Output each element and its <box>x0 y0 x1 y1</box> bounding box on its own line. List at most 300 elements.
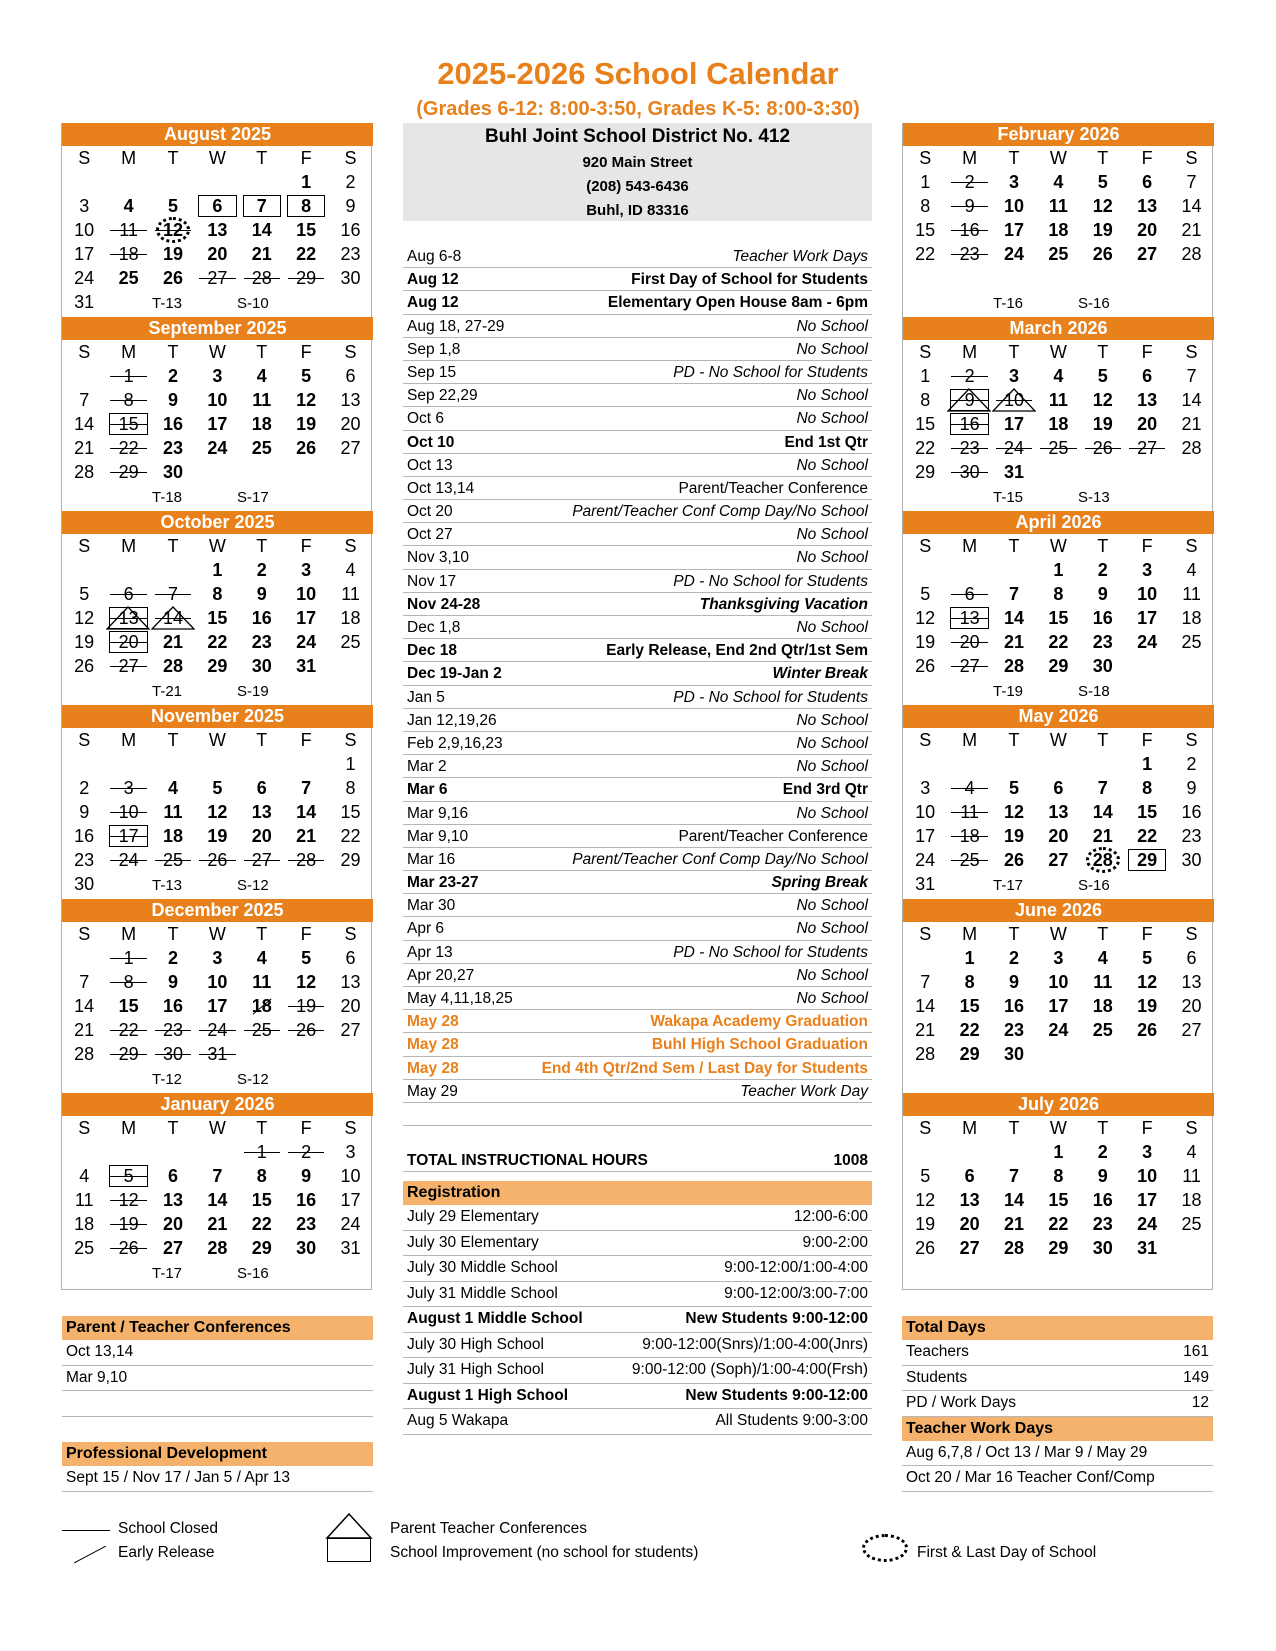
day-cell <box>284 582 328 606</box>
day-number: 26 <box>207 850 228 870</box>
month-calendar <box>62 511 373 705</box>
events-spacer <box>403 1103 872 1126</box>
weekday-label: F <box>1141 536 1153 556</box>
day-number: 18 <box>118 244 139 264</box>
day-number: 27 <box>1137 244 1158 264</box>
total-days-row <box>902 1340 1213 1366</box>
day-number: 13 <box>1137 390 1158 410</box>
day-cell <box>284 364 328 388</box>
day-number: 13 <box>959 608 980 628</box>
day-number: 26 <box>1092 244 1113 264</box>
day-cell <box>62 1042 106 1066</box>
event-date: Aug 18, 27-29 <box>407 317 505 335</box>
week-row <box>903 1164 1214 1188</box>
weekday-label: S <box>78 730 91 750</box>
day-number: 31 <box>1003 462 1024 482</box>
week-row <box>62 1260 373 1284</box>
day-cell <box>947 848 991 872</box>
day-number: 10 <box>118 802 139 822</box>
legend-ptc-label: Parent Teacher Conferences <box>390 1520 588 1537</box>
day-number: 24 <box>296 632 317 652</box>
event-date: Sep 15 <box>407 363 457 381</box>
day-cell <box>195 218 239 242</box>
month-header: January 2026 <box>62 1093 373 1116</box>
day-cell <box>1125 1018 1169 1042</box>
day-number: 27 <box>959 656 980 676</box>
strike-mark-icon <box>288 278 324 279</box>
page-title: 2025-2026 School Calendar <box>437 56 839 91</box>
day-number: 24 <box>915 850 936 870</box>
day-cell <box>1081 946 1125 970</box>
day-cell <box>903 1188 947 1212</box>
twd-header: Teacher Work Days <box>902 1417 1213 1441</box>
event-date: Oct 27 <box>407 526 453 544</box>
empty-cell <box>1125 460 1169 484</box>
registration-group: July 30 Middle School <box>407 1259 558 1277</box>
day-cell <box>1125 218 1169 242</box>
empty-cell <box>195 484 239 508</box>
strike-mark-icon <box>1085 448 1121 449</box>
day-number: 5 <box>920 584 931 604</box>
day-number: 20 <box>1181 996 1202 1016</box>
event-row <box>403 315 872 338</box>
event-text: No School <box>796 526 868 544</box>
day-cell <box>195 582 239 606</box>
strike-mark-icon <box>288 1030 324 1031</box>
day-cell <box>1169 558 1213 582</box>
day-number: 4 <box>256 366 267 386</box>
day-number: 14 <box>74 996 95 1016</box>
day-cell <box>947 412 991 436</box>
day-cell <box>1125 946 1169 970</box>
week-row <box>62 364 373 388</box>
day-cell <box>151 412 195 436</box>
day-number: 8 <box>1142 778 1153 798</box>
day-number: 3 <box>1008 366 1019 386</box>
day-cell <box>151 1212 195 1236</box>
day-cell <box>1081 558 1125 582</box>
day-cell <box>947 970 991 994</box>
weekday-row <box>62 534 373 558</box>
day-cell <box>328 1236 372 1260</box>
strike-mark-icon <box>1040 448 1076 449</box>
day-number: 1 <box>123 366 134 386</box>
event-row <box>403 570 872 593</box>
event-row <box>403 431 872 454</box>
day-cell <box>195 1188 239 1212</box>
district-phone: (208) 543-6436 <box>586 178 689 195</box>
box-mark-icon <box>243 195 281 217</box>
registration-row <box>403 1205 872 1231</box>
pd-panel <box>62 1442 373 1492</box>
strike-mark-icon <box>244 1030 280 1031</box>
day-number: 24 <box>207 438 228 458</box>
day-cell <box>1036 606 1080 630</box>
week-row <box>903 1018 1214 1042</box>
day-cell <box>106 436 150 460</box>
event-date: Mar 16 <box>407 850 456 868</box>
day-cell <box>240 994 284 1018</box>
event-row <box>403 686 872 709</box>
day-cell <box>903 994 947 1018</box>
day-cell <box>328 970 372 994</box>
day-cell <box>1169 752 1213 776</box>
day-number: 25 <box>1181 632 1202 652</box>
empty-cell <box>903 558 947 582</box>
day-number: 4 <box>1053 172 1064 192</box>
day-number: 15 <box>1137 802 1158 822</box>
day-number: 31 <box>915 874 936 894</box>
day-cell <box>328 824 372 848</box>
registration-header: Registration <box>403 1181 872 1205</box>
day-cell <box>151 848 195 872</box>
legend-early-label: Early Release <box>118 1544 215 1561</box>
weekday-label: W <box>208 924 226 944</box>
day-cell <box>1169 994 1213 1018</box>
empty-cell <box>284 678 328 702</box>
week-row <box>903 558 1214 582</box>
week-row <box>903 1140 1214 1164</box>
day-number: 20 <box>959 632 980 652</box>
box-mark-icon <box>287 195 325 217</box>
day-cell <box>1081 776 1125 800</box>
registration-row <box>403 1409 872 1435</box>
day-number: 23 <box>1003 1020 1024 1040</box>
empty-cell <box>1036 460 1080 484</box>
event-text: End 3rd Qtr <box>782 781 868 799</box>
day-cell <box>1081 970 1125 994</box>
empty-cell <box>106 678 150 702</box>
empty-cell <box>992 558 1036 582</box>
day-number: 12 <box>162 220 183 240</box>
day-cell <box>328 1164 372 1188</box>
day-cell <box>284 436 328 460</box>
day-cell <box>903 1042 947 1066</box>
day-cell <box>903 848 947 872</box>
triangle-mark-icon <box>106 606 150 630</box>
weekday-label: T <box>1097 148 1109 168</box>
day-cell <box>947 800 991 824</box>
day-number: 13 <box>1137 196 1158 216</box>
week-row <box>62 290 373 314</box>
day-cell <box>106 776 150 800</box>
empty-cell <box>328 484 372 508</box>
day-cell <box>151 1188 195 1212</box>
day-cell <box>947 1188 991 1212</box>
day-cell <box>62 1236 106 1260</box>
day-number: 10 <box>207 972 228 992</box>
day-number: 10 <box>296 584 317 604</box>
day-number: 4 <box>1053 366 1064 386</box>
student-days-count: S-16 <box>237 1265 269 1282</box>
day-cell <box>947 606 991 630</box>
event-text: Parent/Teacher Conference <box>678 827 868 845</box>
day-cell <box>195 800 239 824</box>
day-cell <box>1169 436 1213 460</box>
day-cell <box>240 776 284 800</box>
week-row <box>903 872 1214 896</box>
day-cell <box>151 1042 195 1066</box>
weekday-label: F <box>300 148 312 168</box>
day-number: 28 <box>1181 244 1202 264</box>
day-number: 27 <box>207 268 228 288</box>
empty-cell <box>903 946 947 970</box>
empty-cell <box>106 1260 150 1284</box>
day-number: 30 <box>162 1044 183 1064</box>
empty-cell <box>195 290 239 314</box>
day-number: 24 <box>74 268 95 288</box>
total-days-label: Teachers <box>906 1343 969 1360</box>
day-cell <box>1036 558 1080 582</box>
day-number: 23 <box>251 632 272 652</box>
day-number: 22 <box>251 1214 272 1234</box>
day-number: 10 <box>1137 1166 1158 1186</box>
day-number: 16 <box>251 608 272 628</box>
weekday-label: M <box>121 1118 137 1138</box>
empty-cell <box>1081 1042 1125 1066</box>
empty-cell <box>1169 460 1213 484</box>
empty-cell <box>62 170 106 194</box>
day-number: 18 <box>162 826 183 846</box>
total-days-label: Students <box>906 1368 968 1386</box>
day-cell <box>1125 1188 1169 1212</box>
day-cell <box>106 1236 150 1260</box>
day-cell <box>328 436 372 460</box>
empty-cell <box>1169 1042 1213 1066</box>
empty-cell <box>62 558 106 582</box>
total-days-row <box>902 1366 1213 1392</box>
box-mark-icon <box>109 825 147 847</box>
day-number: 29 <box>1048 1238 1069 1258</box>
day-number: 14 <box>74 414 95 434</box>
week-row <box>62 824 373 848</box>
day-cell <box>903 170 947 194</box>
empty-cell <box>195 678 239 702</box>
day-cell <box>284 606 328 630</box>
day-cell <box>1081 436 1125 460</box>
day-cell <box>947 1018 991 1042</box>
day-cell <box>106 946 150 970</box>
day-cell <box>195 412 239 436</box>
event-row <box>403 802 872 825</box>
month-header: October 2025 <box>62 511 373 534</box>
empty-cell <box>1169 1260 1213 1284</box>
day-cell <box>195 654 239 678</box>
day-cell <box>1169 970 1213 994</box>
day-cell <box>151 194 195 218</box>
month-calendar <box>903 899 1214 1093</box>
district-city: Buhl, ID 83316 <box>586 202 689 219</box>
month-header: September 2025 <box>62 317 373 340</box>
early-release-slash-icon <box>74 1546 106 1564</box>
teacher-days-count: T-18 <box>152 489 183 506</box>
day-cell <box>240 412 284 436</box>
empty-cell <box>195 460 239 484</box>
events-column <box>403 123 872 1435</box>
day-number: 23 <box>959 244 980 264</box>
weekday-label: S <box>344 924 357 944</box>
day-cell <box>240 558 284 582</box>
empty-cell <box>151 752 195 776</box>
day-cell <box>1081 824 1125 848</box>
student-days-count: S-12 <box>237 877 269 894</box>
day-cell <box>151 606 195 630</box>
event-date: Aug 12 <box>407 271 459 289</box>
week-row <box>903 776 1214 800</box>
event-date: Aug 6-8 <box>407 248 462 265</box>
day-cell <box>1081 1140 1125 1164</box>
day-number: 21 <box>74 438 95 458</box>
day-cell <box>328 630 372 654</box>
empty-cell <box>1036 484 1080 508</box>
ptc-row-text: Oct 13,14 <box>66 1343 134 1360</box>
day-number: 7 <box>1186 172 1197 192</box>
strike-mark-icon <box>951 206 987 207</box>
day-cell <box>1125 436 1169 460</box>
empty-cell <box>1169 266 1213 290</box>
empty-cell <box>947 1260 991 1284</box>
day-number: 16 <box>1092 1190 1113 1210</box>
day-number: 20 <box>162 1214 183 1234</box>
empty-cell <box>195 752 239 776</box>
day-number: 27 <box>340 1020 361 1040</box>
day-number: 23 <box>959 438 980 458</box>
day-number: 18 <box>1181 608 1202 628</box>
day-cell <box>992 994 1036 1018</box>
day-number: 3 <box>301 560 312 580</box>
twd-row-text: Aug 6,7,8 / Oct 13 / Mar 9 / May 29 <box>906 1443 1148 1461</box>
empty-cell <box>284 872 328 896</box>
day-number: 1 <box>964 948 975 968</box>
empty-cell <box>62 1260 106 1284</box>
week-row <box>903 654 1214 678</box>
day-number: 27 <box>162 1238 183 1258</box>
day-cell <box>151 1018 195 1042</box>
day-number: 24 <box>1048 1020 1069 1040</box>
day-cell <box>947 1164 991 1188</box>
day-cell <box>284 1140 328 1164</box>
week-row <box>62 412 373 436</box>
day-number: 21 <box>207 1214 228 1234</box>
day-cell <box>62 1212 106 1236</box>
day-number: 11 <box>1048 390 1068 410</box>
weekday-label: T <box>167 536 179 556</box>
empty-cell <box>240 1042 284 1066</box>
day-number: 18 <box>1048 414 1069 434</box>
student-days-count: S-17 <box>237 489 269 506</box>
legend-closed-label: School Closed <box>118 1520 218 1537</box>
day-number: 20 <box>207 244 228 264</box>
day-cell <box>1081 218 1125 242</box>
day-cell <box>992 1212 1036 1236</box>
day-number: 28 <box>74 462 95 482</box>
day-number: 12 <box>1092 196 1113 216</box>
day-number: 15 <box>959 996 980 1016</box>
event-date: Sep 22,29 <box>407 387 478 405</box>
day-cell <box>240 654 284 678</box>
day-number: 20 <box>1137 220 1158 240</box>
weekday-row <box>62 1116 373 1140</box>
day-cell <box>903 776 947 800</box>
empty-cell <box>284 1260 328 1284</box>
day-cell <box>992 1042 1036 1066</box>
day-number: 29 <box>118 462 139 482</box>
day-cell <box>284 170 328 194</box>
registration-row <box>403 1307 872 1333</box>
day-cell <box>240 364 284 388</box>
weekday-label: S <box>919 148 932 168</box>
day-cell <box>328 1140 372 1164</box>
week-row <box>903 1066 1214 1090</box>
day-cell <box>903 606 947 630</box>
day-number: 5 <box>79 584 90 604</box>
triangle-mark-icon <box>992 388 1036 412</box>
day-number: 9 <box>1186 778 1197 798</box>
day-cell <box>284 654 328 678</box>
day-number: 14 <box>1003 608 1024 628</box>
day-cell <box>947 1042 991 1066</box>
strike-mark-icon <box>110 788 146 789</box>
day-cell <box>240 606 284 630</box>
weekday-label: T <box>1008 1118 1020 1138</box>
day-cell <box>1081 848 1125 872</box>
event-text: PD - No School for Students <box>673 943 868 961</box>
day-number: 14 <box>207 1190 228 1210</box>
event-date: Dec 19-Jan 2 <box>407 665 502 683</box>
day-cell <box>1036 194 1080 218</box>
event-row <box>403 1010 872 1033</box>
week-row <box>903 678 1214 702</box>
day-number: 24 <box>1137 632 1158 652</box>
registration-list <box>403 1205 872 1435</box>
day-number: 21 <box>1092 826 1113 846</box>
day-cell <box>328 946 372 970</box>
day-cell <box>240 824 284 848</box>
day-cell <box>1081 1164 1125 1188</box>
weekday-label: W <box>1049 536 1067 556</box>
day-number: 13 <box>162 1190 183 1210</box>
day-number: 6 <box>345 948 356 968</box>
registration-time: 9:00-12:00/3:00-7:00 <box>724 1284 868 1302</box>
day-number: 28 <box>296 850 317 870</box>
day-number: 4 <box>964 778 975 798</box>
registration-row <box>403 1358 872 1384</box>
day-number: 23 <box>1181 826 1202 846</box>
weekday-label: T <box>256 1118 268 1138</box>
day-cell <box>240 194 284 218</box>
event-text: No School <box>796 711 868 729</box>
day-number: 25 <box>1092 1020 1113 1040</box>
day-cell <box>947 1212 991 1236</box>
day-number: 8 <box>345 778 356 798</box>
week-row <box>903 970 1214 994</box>
day-number: 19 <box>207 826 228 846</box>
day-cell <box>1036 582 1080 606</box>
weekday-label: F <box>1141 730 1153 750</box>
event-date: Nov 3,10 <box>407 549 470 567</box>
day-number: 1 <box>1053 560 1064 580</box>
total-hours-label: TOTAL INSTRUCTIONAL HOURS <box>407 1152 648 1170</box>
weekday-label: T <box>167 924 179 944</box>
day-cell <box>1125 170 1169 194</box>
weekday-label: T <box>1097 1118 1109 1138</box>
day-cell <box>992 800 1036 824</box>
empty-cell <box>62 678 106 702</box>
student-days-count: S-12 <box>237 1071 269 1088</box>
day-number: 17 <box>207 996 228 1016</box>
week-row <box>62 1188 373 1212</box>
weekday-label: T <box>256 924 268 944</box>
